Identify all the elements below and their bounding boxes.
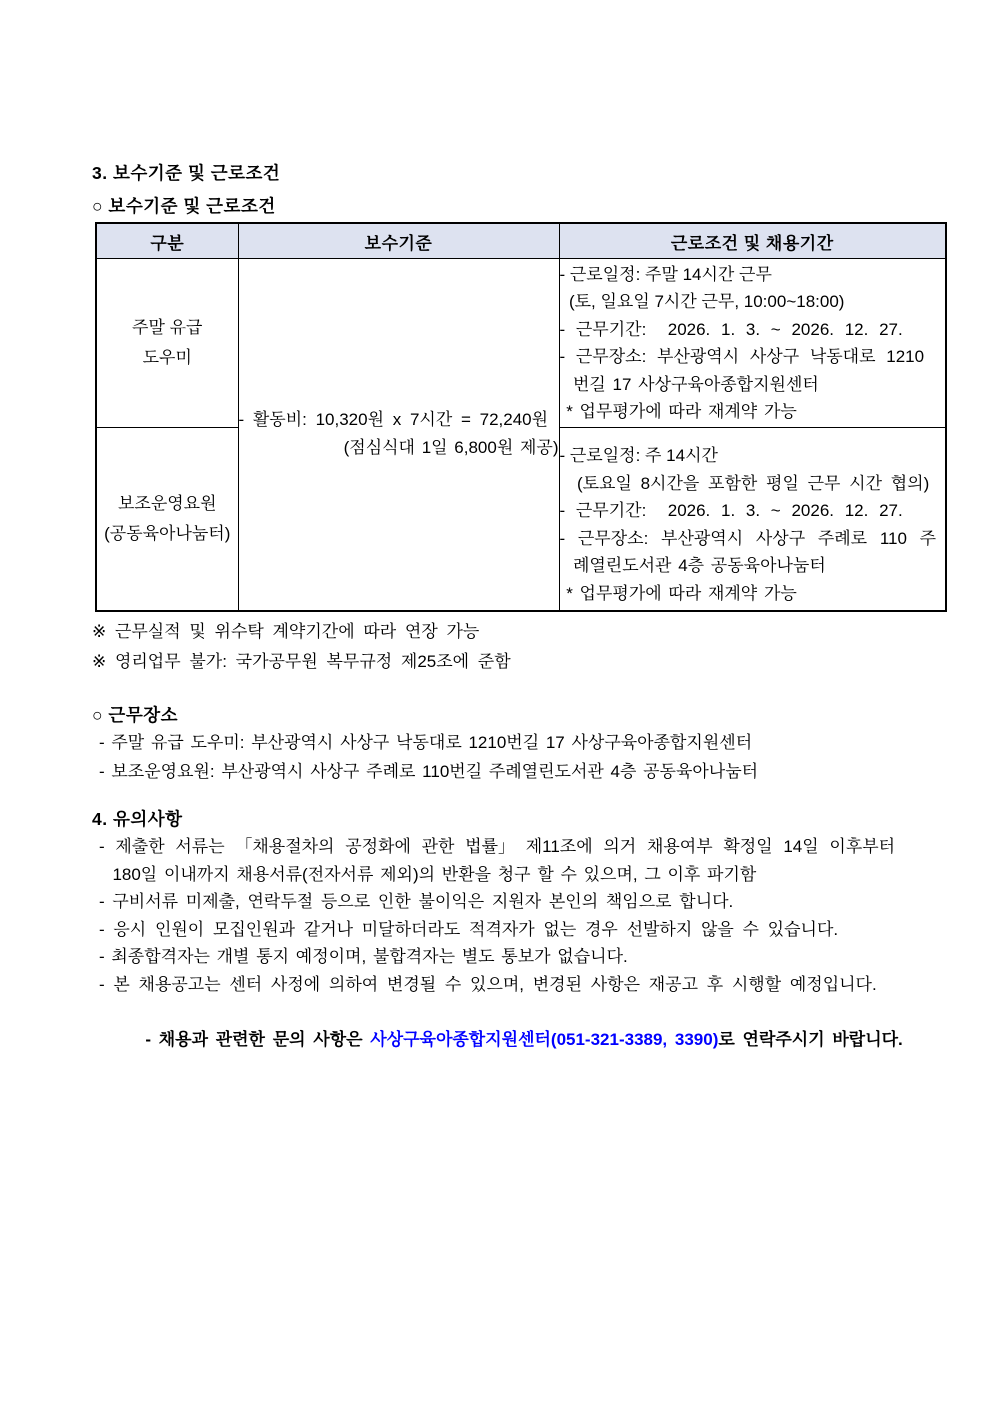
workplace-item-weekend-helper: - 주말 유급 도우미: 부산광역시 사상구 낙동대로 1210번길 17 사상구육아종합지원센터 [99,733,753,752]
section3-title: 3. 보수기준 및 근로조건 [92,163,281,183]
condition-line: * 업무평가에 따라 재계약 가능 [559,402,797,421]
condition-line: - 근무장소: 부산광역시 사상구 주례로 110 주 [559,528,937,548]
table-footnotes [92,617,511,677]
section4-list [99,833,903,1081]
contact-suffix: 로 연락주시기 바랍니다. [718,1029,903,1049]
section4-title: 4. 유의사항 [92,809,183,829]
category-line: 보조운영요원 [117,493,217,513]
notice-item-contact [99,998,903,1081]
category-cell-assistant-staff [96,428,238,611]
workplace-title: ○ 근무장소 [92,705,179,725]
pay-line-activity-fee: - 활동비: 10,320원 x 7시간 = 72,240원 [238,410,549,430]
footnote-no-profit-work: ※ 영리업무 불가: 국가공무원 복무규정 제25조에 준함 [92,652,511,671]
category-line: 도우미 [142,348,192,367]
notice-item-document-return-cont: 180일 이내까지 채용서류(전자서류 제외)의 반환을 청구 할 수 있으며, 그 이후 파기함 [99,864,757,884]
notice-item-changes: - 본 채용공고는 센터 사정에 의하여 변경될 수 있으며, 변경된 사항은 재공고 후 시행할 예정입니다. [99,974,877,994]
table-header-row [96,223,946,259]
notice-item-missing-documents: - 구비서류 미제출, 연락두절 등으로 인한 불이익은 지원자 본인의 책임으로 합니다. [99,892,734,911]
contact-prefix: - 채용과 관련한 문의 사항은 [145,1029,371,1049]
condition-line: - 근무기간: 2026. 1. 3. ~ 2026. 12. 27. [559,319,903,339]
conditions-cell-weekend-helper [559,259,946,428]
condition-line: 번길 17 사상구육아종합지원센터 [559,374,819,394]
category-line: 주말 유급 [132,318,203,337]
column-header-category: 구분 [96,223,238,259]
condition-line: (토요일 8시간을 포함한 평일 근무 시간 협의) [559,473,930,493]
conditions-cell-assistant-staff [559,428,946,611]
condition-line: - 근로일정: 주말 14시간 근무 [559,264,772,284]
category-cell-weekend-helper [96,259,238,428]
category-line: (공동육아나눔터) [104,523,231,543]
workplace-item-assistant-staff: - 보조운영요원: 부산광역시 사상구 주례로 110번길 주례열린도서관 4층 공동육아나눔터 [99,761,759,781]
workplace-list [99,729,758,786]
footnote-extension: ※ 근무실적 및 위수탁 계약기간에 따라 연장 가능 [92,622,480,641]
condition-line: - 근무기간: 2026. 1. 3. ~ 2026. 12. 27. [559,501,903,521]
column-header-pay: 보수기준 [238,223,559,259]
condition-line: * 업무평가에 따라 재계약 가능 [559,583,797,603]
column-header-conditions: 근로조건 및 채용기간 [559,223,946,259]
condition-line: - 근로일정: 주 14시간 [559,446,718,466]
notice-item-individual-notice: - 최종합격자는 개별 통지 예정이며, 불합격자는 별도 통보가 없습니다. [99,947,628,966]
pay-line-lunch-allowance: (점심식대 1일 6,800원 제공) [343,438,559,458]
pay-conditions-table [95,222,947,612]
pay-cell [238,259,559,611]
condition-line: 례열린도서관 4층 공동육아나눔터 [559,556,826,576]
contact-center-phone: 사상구육아종합지원센터(051-321-3389, 3390) [370,1029,719,1049]
condition-line: (토, 일요일 7시간 근무, 10:00~18:00) [559,292,845,311]
notice-item-no-suitable-candidate: - 응시 인원이 모집인원과 같거나 미달하더라도 적격자가 없는 경우 선발하지 않을 수 있습니다. [99,919,839,939]
notice-item-document-return: - 제출한 서류는 「채용절차의 공정화에 관한 법률」 제11조에 의거 채용여부 확정일 14일 이후부터 [99,837,896,856]
table-row-weekend-helper [96,259,946,428]
section3-subtitle: ○ 보수기준 및 근로조건 [92,196,276,216]
condition-line: - 근무장소: 부산광역시 사상구 낙동대로 1210 [559,347,925,366]
